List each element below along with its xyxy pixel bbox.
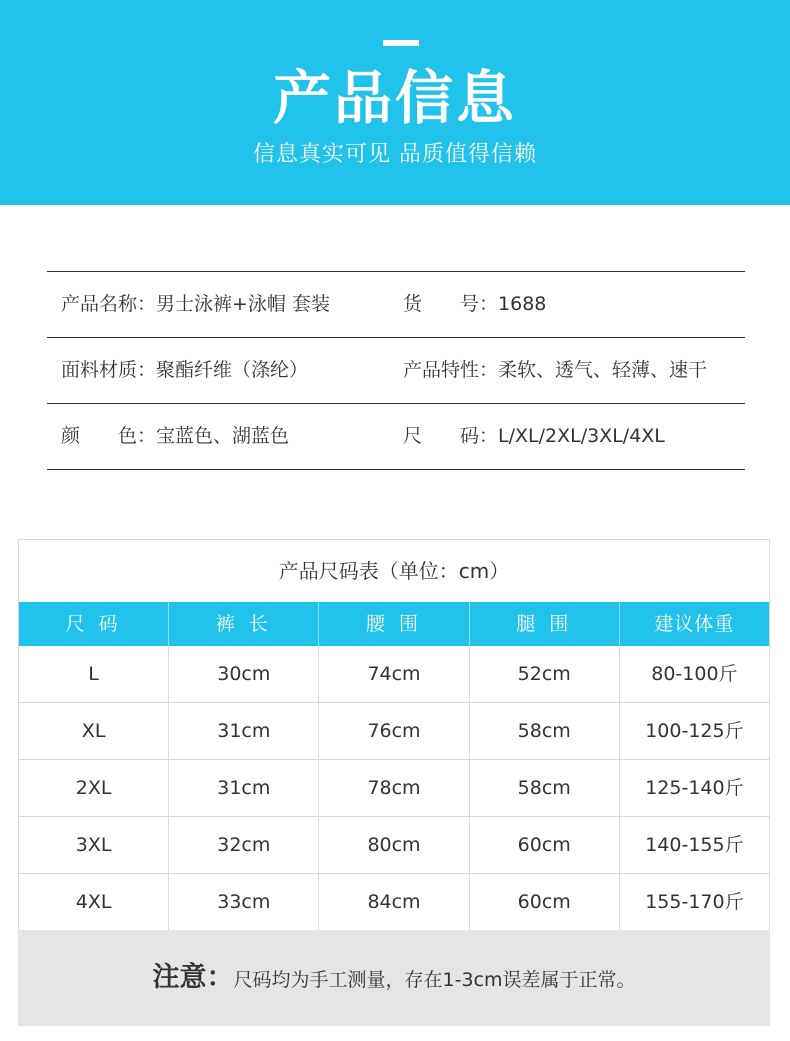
table-cell: 60cm xyxy=(470,817,620,873)
info-row xyxy=(47,272,745,338)
table-cell: 125-140斤 xyxy=(645,777,744,799)
table-cell: L xyxy=(19,646,169,702)
table-row xyxy=(19,646,769,703)
info-value: 柔软、透气、轻薄、速干 xyxy=(498,359,708,381)
column-header-size: 尺 码 xyxy=(19,602,169,646)
note-text: 尺码均为手工测量，存在1-3cm误差属于正常。 xyxy=(233,969,636,991)
table-cell: 33cm xyxy=(169,874,319,930)
table-cell: 32cm xyxy=(169,817,319,873)
header-banner xyxy=(0,0,790,205)
header-accent-bar xyxy=(383,40,419,46)
table-cell: 31cm xyxy=(169,760,319,816)
column-header-waist: 腰 围 xyxy=(319,602,469,646)
table-cell: 140-155斤 xyxy=(645,834,744,856)
info-value: 宝蓝色、湖蓝色 xyxy=(156,425,290,447)
table-cell: 52cm xyxy=(470,646,620,702)
table-row xyxy=(19,703,769,760)
info-cell xyxy=(403,338,707,403)
table-cell: 31cm xyxy=(169,703,319,759)
table-cell: 60cm xyxy=(470,874,620,930)
table-cell: 76cm xyxy=(319,703,469,759)
measurement-note xyxy=(18,930,770,1026)
page-title: 产品信息 xyxy=(272,64,517,132)
table-cell: 2XL xyxy=(19,760,169,816)
table-cell: 74cm xyxy=(319,646,469,702)
info-row xyxy=(47,404,745,470)
table-cell: 3XL xyxy=(19,817,169,873)
info-label: 面料材质： xyxy=(61,359,157,381)
info-label: 产品特性： xyxy=(403,359,499,381)
info-row xyxy=(47,338,745,404)
info-cell xyxy=(61,338,308,403)
info-label: 颜 色： xyxy=(61,425,157,447)
column-header-thigh: 腿 围 xyxy=(470,602,620,646)
table-row xyxy=(19,760,769,817)
table-cell: 58cm xyxy=(470,760,620,816)
column-header-weight: 建议体重 xyxy=(654,613,735,635)
size-chart-header-row xyxy=(19,602,769,646)
size-chart-title: 产品尺码表（单位：cm） xyxy=(278,559,510,583)
table-cell: 155-170斤 xyxy=(645,891,744,913)
table-cell: 84cm xyxy=(319,874,469,930)
table-cell: 4XL xyxy=(19,874,169,930)
page-subtitle: 信息真实可见 品质值得信赖 xyxy=(253,142,537,167)
info-value: L/XL/2XL/3XL/4XL xyxy=(498,425,665,447)
product-info-table xyxy=(47,271,745,470)
table-cell: 30cm xyxy=(169,646,319,702)
info-value: 男士泳裤+泳帽 套装 xyxy=(156,293,330,315)
info-cell xyxy=(403,272,546,337)
info-label: 产品名称： xyxy=(61,293,157,315)
table-cell: 100-125斤 xyxy=(645,720,744,742)
info-label: 货 号： xyxy=(403,293,499,315)
info-cell xyxy=(61,404,289,469)
table-cell: 58cm xyxy=(470,703,620,759)
info-value: 1688 xyxy=(498,293,547,315)
info-value: 聚酯纤维（涤纶） xyxy=(156,359,309,381)
table-cell: XL xyxy=(19,703,169,759)
info-cell xyxy=(403,404,665,469)
table-row xyxy=(19,817,769,874)
table-cell: 80cm xyxy=(319,817,469,873)
info-cell xyxy=(61,272,330,337)
table-cell: 78cm xyxy=(319,760,469,816)
info-label: 尺 码： xyxy=(403,425,499,447)
column-header-length: 裤 长 xyxy=(169,602,319,646)
table-row xyxy=(19,874,769,931)
table-cell: 80-100斤 xyxy=(651,663,738,685)
note-label: 注意： xyxy=(152,962,234,993)
